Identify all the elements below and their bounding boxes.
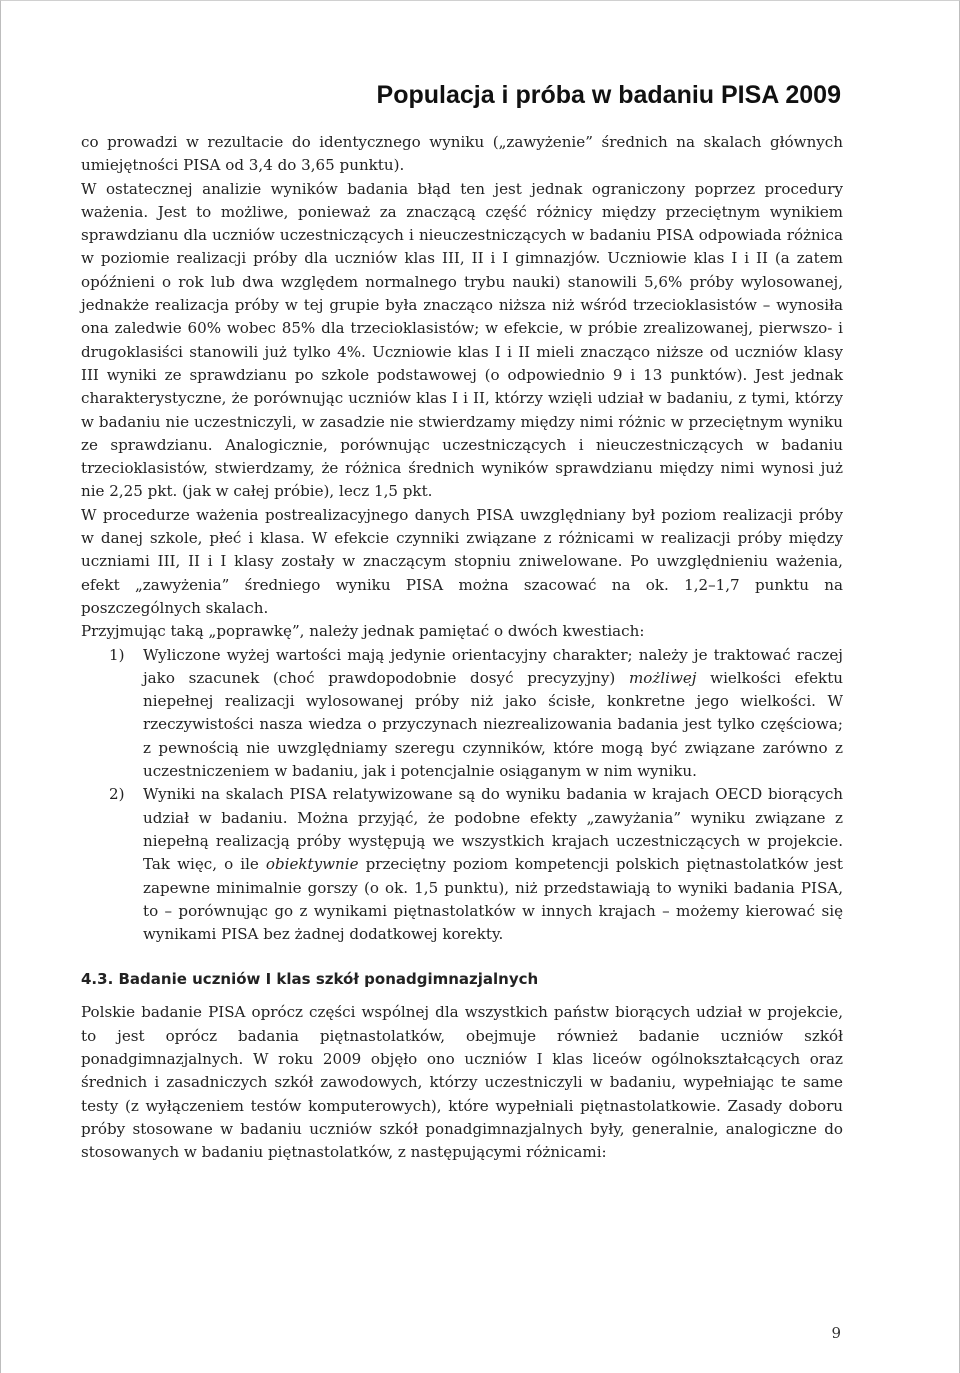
list-text: wielkości efektu niepełnej realizacji wylosowanej próby niż jako ścisłe, konkretne jego wielkości. W rzeczywistości nasza wiedza o przyczynach niezrealizowania badania jest tylko częściowa; z pewnością nie uwzględniamy szeregu czynników, które mogą być związane zarówno z uczestniczeniem w badaniu, jak i potencjalnie osiąganym w nim wyniku. xyxy=(143,668,843,781)
list-number: 2) xyxy=(109,785,125,804)
list-text: Wyliczone wyżej wartości mają jedynie orientacyjny charakter; należy je traktować raczej jako szacunek (choć prawdopodobnie dosyć precyzyjny) xyxy=(143,645,843,687)
document-body xyxy=(81,131,843,1164)
list-text: przeciętny poziom kompetencji polskich piętnastolatków jest zapewne minimalnie gorszy (o ok. 1,5 punktu), niż przedstawiają to wyniki badania PISA, to – porównując go z wynikami piętnastolatków w innych krajach – możemy kierować się wynikami PISA bez żadnej dodatkowej korekty. xyxy=(143,855,843,944)
running-header: Populacja i próba w badaniu PISA 2009 xyxy=(376,81,841,109)
list-item xyxy=(81,644,843,784)
page-number: 9 xyxy=(831,1324,841,1342)
list-number: 1) xyxy=(109,645,125,664)
paragraph: Przyjmując taką „poprawkę”, należy jednak pamiętać o dwóch kwestiach: xyxy=(81,622,645,641)
numbered-list xyxy=(81,644,843,947)
list-emphasis: obiektywnie xyxy=(265,855,359,874)
paragraph: Polskie badanie PISA oprócz części wspólnej dla wszystkich państw biorących udział w projekcie, to jest oprócz badania piętnastolatków, obejmuje również badanie uczniów szkół ponadgimnazjalnych. W roku 2009 objęło ono uczniów I klas liceów ogólnokształcących oraz średnich i zasadniczych szkół zawodowych, którzy uczestniczyli w badaniu, wypełniając te same testy (z wyłączeniem testów komputerowych), które wypełniali piętnastolatkowie. Zasady doboru próby stosowane w badaniu uczniów szkół ponadgimnazjalnych były, generalnie, analogiczne do stosowanych w badaniu piętnastolatków, z następującymi różnicami: xyxy=(81,1003,843,1162)
section-heading: 4.3. Badanie uczniów I klas szkół ponadgimnazjalnych xyxy=(81,970,539,989)
list-item xyxy=(81,783,843,946)
paragraph: W ostatecznej analizie wyników badania błąd ten jest jednak ograniczony poprzez procedury ważenia. Jest to możliwe, ponieważ za znaczącą część różnicy między przeciętnym wynikiem sprawdzianu dla uczniów uczestniczących i nieuczestniczących w badaniu PISA odpowiada różnica w poziomie realizacji próby dla uczniów klas III, II i I gimnazjów. Uczniowie klas I i II (a zatem opóźnieni o rok lub dwa względem normalnego trybu nauki) stanowili 5,6% próby wylosowanej, jednakże realizacja próby w tej grupie była znacząco niższa niż wśród trzecioklasistów – wynosiła ona zaledwie 60% wobec 85% dla trzecioklasistów; w efekcie, w próbie zrealizowanej, pierwszo- i drugoklasiści stanowili już tylko 4%. Uczniowie klas I i II mieli znacząco niższe od uczniów klasy III wyniki ze sprawdzianu po szkole podstawowej (o odpowiednio 9 i 13 punktów). Jest jednak charakterystyczne, że porównując uczniów klas I i II, którzy wzięli udział w badaniu, z tymi, którzy w badaniu nie uczestniczyli, w zasadzie nie stwierdzamy między nimi różnic w przeciętnym wyniku ze sprawdzianu. Analogicznie, porównując uczestniczących i nieuczestniczących w badaniu trzecioklasistów, stwierdzamy, że różnica średnich wyników sprawdzianu między nimi wynosi już nie 2,25 pkt. (jak w całej próbie), lecz 1,5 pkt. xyxy=(81,179,843,501)
paragraph: co prowadzi w rezultacie do identycznego wyniku („zawyżenie” średnich na skalach głównych umiejętności PISA od 3,4 do 3,65 punktu). xyxy=(81,133,843,175)
list-emphasis: możliwej xyxy=(628,668,697,687)
list-text: Wyniki na skalach PISA relatywizowane są do wyniku badania w krajach OECD biorących udział w badaniu. Można przyjąć, że podobne efekty „zawyżania” wyniku związane z niepełną realizacją próby występują we wszystkich krajach uczestniczących w projekcie. Tak więc, o ile xyxy=(143,785,843,874)
paragraph: W procedurze ważenia postrealizacyjnego danych PISA uwzględniany był poziom realizacji próby w danej szkole, płeć i klasa. W efekcie czynniki związane z różnicami w realizacji próby między uczniami III, II i I klasy zostały w znaczącym stopniu zniwelowane. Po uwzględnieniu ważenia, efekt „zawyżenia” średniego wyniku PISA można szacować na ok. 1,2–1,7 punktu na poszczególnych skalach. xyxy=(81,505,843,617)
